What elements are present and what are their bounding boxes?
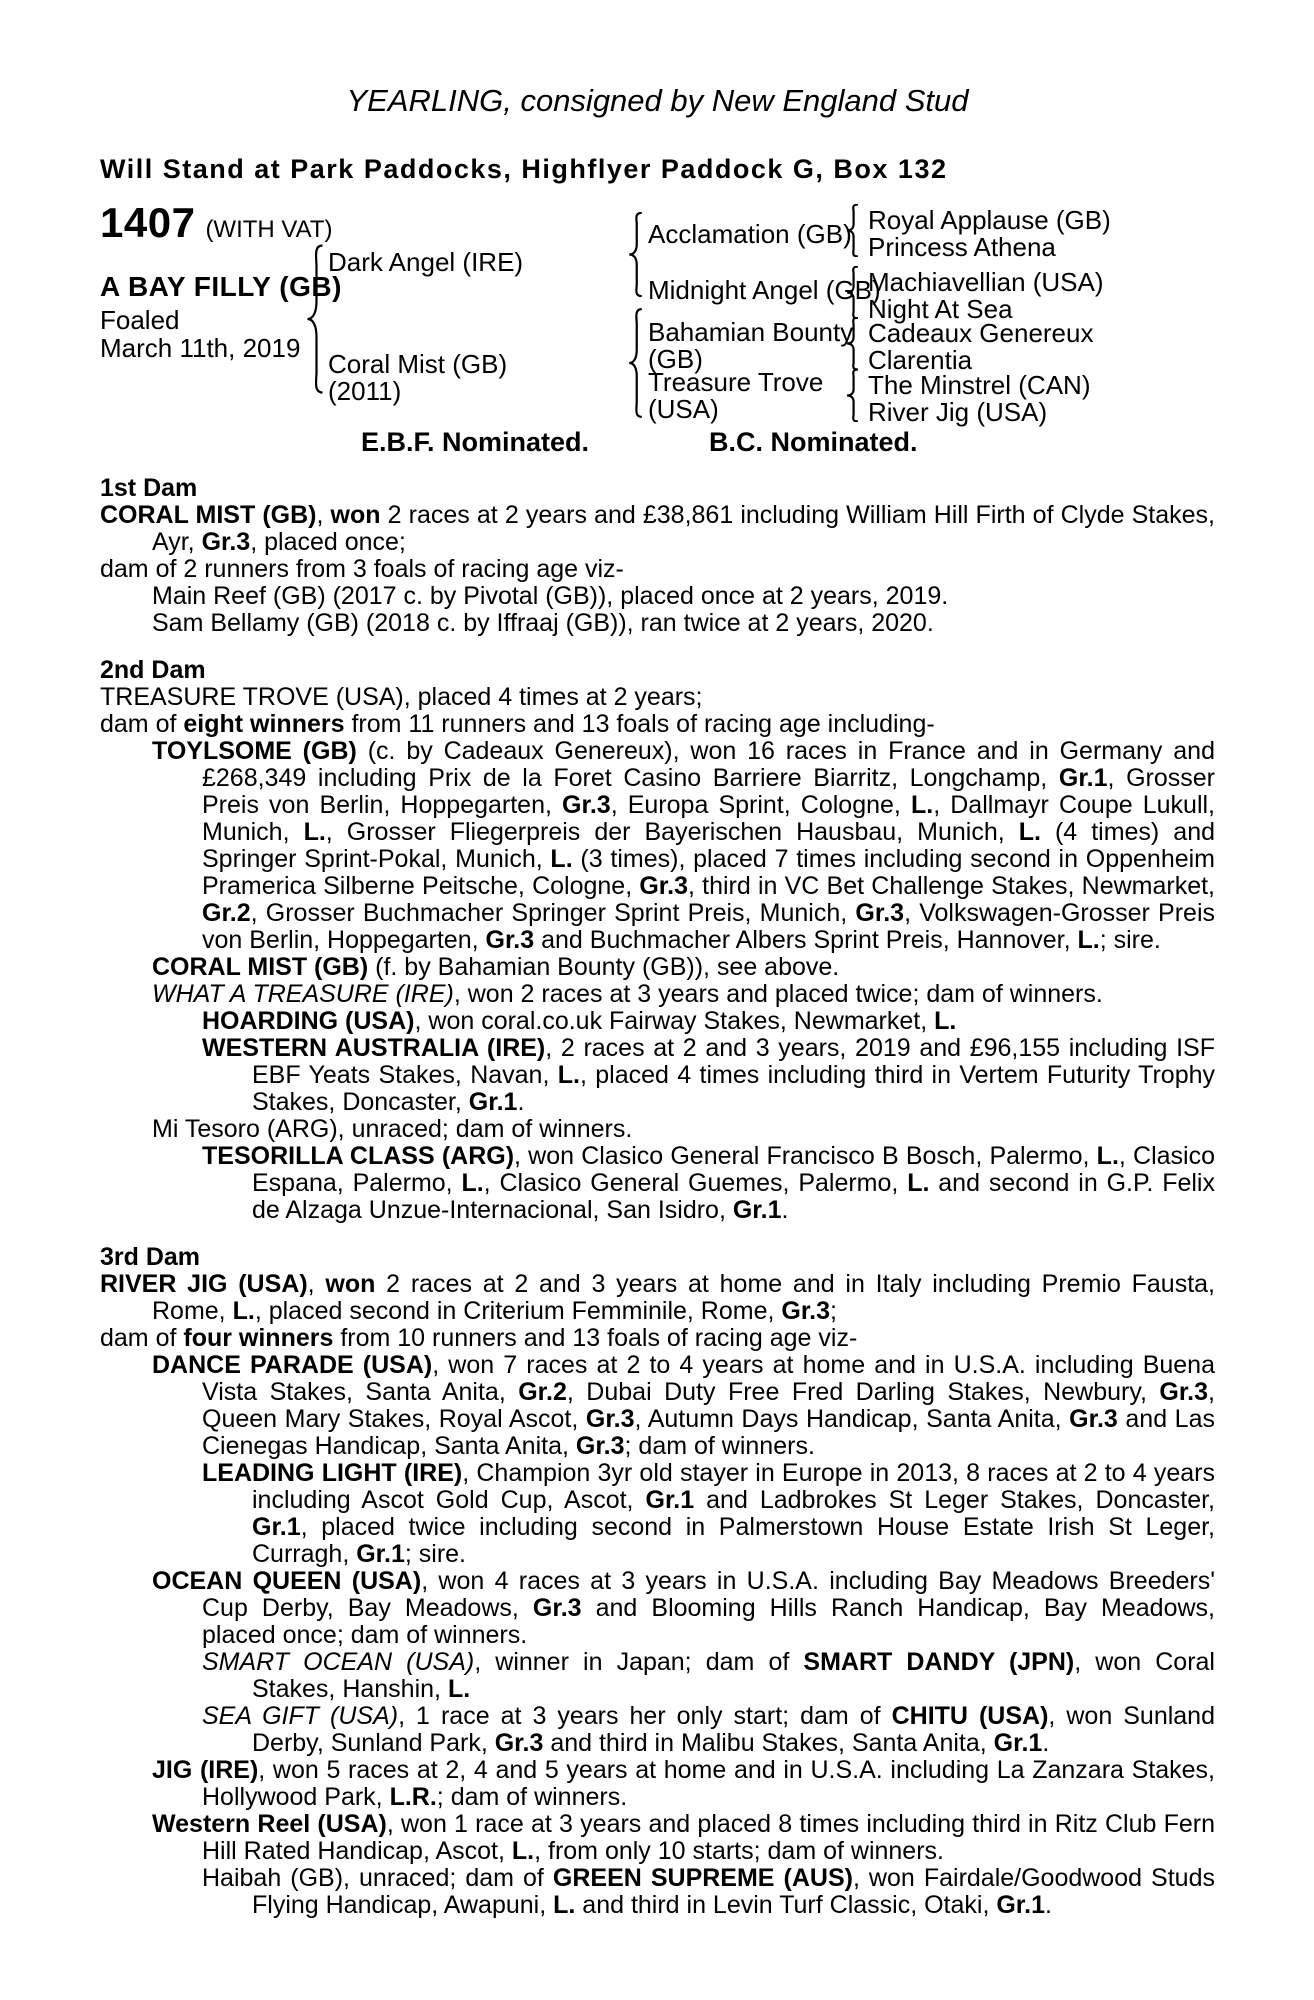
pedigree-dam-name: Coral Mist (GB) bbox=[328, 349, 508, 379]
pedigree-gg-brace-icon bbox=[846, 317, 859, 370]
text-segment: L.R. bbox=[389, 1783, 437, 1811]
text-segment: , won coral.co.uk Fairway Stakes, Newmarket, bbox=[414, 1007, 935, 1035]
dam-section bbox=[100, 657, 1215, 1224]
pedigree-name-line: Midnight Angel (GB) bbox=[648, 275, 881, 305]
pedigree-paragraph bbox=[100, 1008, 1215, 1035]
pedigree-sire-name: Dark Angel (IRE) bbox=[328, 247, 524, 277]
text-segment: and third in Levin Turf Classic, Otaki, bbox=[575, 1891, 997, 1919]
text-segment: CHITU (USA) bbox=[891, 1702, 1049, 1730]
pedigree-dam-year: (2011) bbox=[328, 376, 402, 406]
text-segment: and Ladbrokes St Leger Stakes, Doncaster, bbox=[694, 1486, 1216, 1514]
text-segment: , Dallmayr Coupe Lukull, Munich, bbox=[202, 791, 1216, 846]
pedigree-sire-brace-icon bbox=[628, 212, 643, 297]
text-segment: ; dam of winners. bbox=[436, 1783, 628, 1811]
text-segment: , won 2 races at 3 years and placed twice; dam of winners. bbox=[453, 980, 1103, 1008]
text-segment: CORAL MIST (GB) bbox=[152, 953, 369, 981]
text-segment: , won 4 races at 3 years in U.S.A. including Bay Meadows Breeders' Cup Derby, Bay Meadows, bbox=[202, 1567, 1216, 1622]
text-segment: Gr.1 bbox=[732, 1196, 782, 1224]
pedigree-paragraph bbox=[100, 1035, 1215, 1116]
pedigree-paragraph bbox=[100, 556, 1215, 583]
text-segment: and third in Malibu Stakes, Santa Anita, bbox=[543, 1729, 994, 1757]
text-segment: L. bbox=[447, 1675, 471, 1703]
text-segment: L. bbox=[461, 1169, 484, 1197]
text-segment: L. bbox=[907, 1169, 930, 1197]
text-segment: Sam Bellamy (GB) (2018 c. by Iffraaj (GB)), ran twice at 2 years, 2020. bbox=[152, 609, 934, 637]
lot-vat-note: (WITH VAT) bbox=[205, 216, 333, 243]
pedigree-gg-name: Cadeaux Genereux bbox=[868, 318, 1094, 348]
text-segment: dam of 2 runners from 3 foals of racing age viz- bbox=[100, 555, 624, 583]
dam-section bbox=[100, 475, 1215, 637]
text-segment: JIG (IRE) bbox=[152, 1756, 259, 1784]
pedigree-paragraph bbox=[100, 1460, 1215, 1568]
horse-description: A BAY FILLY (GB) bbox=[100, 271, 342, 302]
bc-nominated-note: B.C. Nominated. bbox=[709, 427, 918, 457]
text-segment: , Dubai Duty Free Fred Darling Stakes, Newbury, bbox=[566, 1378, 1160, 1406]
text-segment: Gr.1 bbox=[1058, 764, 1108, 792]
text-segment: , placed twice including second in Palmerstown House Estate Irish St Leger, Curragh, bbox=[252, 1513, 1215, 1568]
text-segment: . bbox=[781, 1196, 789, 1224]
pedigree-paragraph bbox=[100, 738, 1215, 954]
lot-header bbox=[100, 199, 333, 246]
dam-section bbox=[100, 1244, 1215, 1919]
text-segment: Gr.1 bbox=[356, 1540, 405, 1568]
text-segment: WHAT A TREASURE (IRE) bbox=[152, 980, 454, 1008]
text-segment: L. bbox=[1096, 1142, 1119, 1170]
text-segment: , Grosser Fliegerpreis der Bayerischen Hausbau, Munich, bbox=[325, 818, 1019, 846]
text-segment: Gr.2 bbox=[518, 1378, 567, 1406]
pedigree-paragraph bbox=[100, 1352, 1215, 1460]
pedigree-gg-name: The Minstrel (CAN) bbox=[868, 370, 1091, 400]
text-segment: , 1 race at 3 years her only start; dam of bbox=[398, 1702, 892, 1730]
pedigree-gg-name: Clarentia bbox=[868, 345, 973, 375]
text-segment: L. bbox=[934, 1007, 957, 1035]
dam-section-heading: 1st Dam bbox=[100, 474, 198, 502]
text-segment: L. bbox=[303, 818, 326, 846]
dam-section-heading: 3rd Dam bbox=[100, 1243, 201, 1271]
text-segment: Gr.3 bbox=[1069, 1405, 1118, 1433]
text-segment: TESORILLA CLASS (ARG) bbox=[202, 1142, 515, 1170]
text-segment: Gr.3 bbox=[781, 1297, 831, 1325]
text-segment: ; sire. bbox=[404, 1540, 466, 1568]
pedigree-paragraph bbox=[100, 1568, 1215, 1649]
text-segment: Gr.3 bbox=[562, 791, 611, 819]
text-segment: Gr.1 bbox=[993, 1729, 1043, 1757]
text-segment: , 2 races at 2 and 3 years, 2019 and £96,155 including ISF EBF Yeats Stakes, Navan, bbox=[252, 1034, 1215, 1089]
text-segment: , placed second in Criterium Femminile, Rome, bbox=[254, 1297, 782, 1325]
text-segment: from 11 runners and 13 foals of racing age including- bbox=[344, 710, 935, 738]
text-segment: eight winners bbox=[183, 710, 345, 738]
pedigree-paragraph bbox=[100, 1757, 1215, 1811]
text-segment: Gr.3 bbox=[585, 1405, 635, 1433]
text-segment: , Europa Sprint, Cologne, bbox=[610, 791, 911, 819]
text-segment: , won Sunland Derby, Sunland Park, bbox=[252, 1702, 1215, 1757]
pedigree-paragraph bbox=[100, 1865, 1215, 1919]
text-segment: Gr.3 bbox=[639, 872, 688, 900]
text-segment: Gr.3 bbox=[575, 1432, 625, 1460]
text-segment: , Queen Mary Stakes, Royal Ascot, bbox=[202, 1378, 1215, 1433]
text-segment: , placed once; bbox=[250, 528, 406, 556]
text-segment: , won Clasico General Francisco B Bosch, Palermo, bbox=[514, 1142, 1097, 1170]
text-segment: Gr.1 bbox=[645, 1486, 695, 1514]
pedigree-gg-name: Machiavellian (USA) bbox=[868, 267, 1104, 297]
text-segment: ; sire. bbox=[1099, 926, 1161, 954]
pedigree-paragraph bbox=[100, 583, 1215, 610]
text-segment: and Buchmacher Albers Sprint Preis, Hannover, bbox=[534, 926, 1078, 954]
pedigree-name-line: Acclamation (GB) bbox=[648, 219, 852, 249]
pedigree-gg-brace-icon bbox=[846, 204, 859, 257]
text-segment: OCEAN QUEEN (USA) bbox=[152, 1567, 422, 1595]
pedigree-name-line: Bahamian Bounty bbox=[648, 317, 854, 347]
pedigree-paragraph bbox=[100, 684, 1215, 711]
pedigree-paragraph bbox=[100, 1116, 1215, 1143]
pedigree-gg-name: River Jig (USA) bbox=[868, 397, 1048, 427]
text-segment: , winner in Japan; dam of bbox=[474, 1648, 804, 1676]
text-segment: (f. by Bahamian Bounty (GB)), see above. bbox=[368, 953, 840, 981]
pedigree-paragraph bbox=[100, 610, 1215, 637]
text-segment: 2 races at 2 years and £38,861 including William Hill Firth of Clyde Stakes, Ayr, bbox=[152, 501, 1215, 556]
text-segment: . bbox=[1045, 1891, 1052, 1919]
text-segment: Western Reel (USA) bbox=[152, 1810, 387, 1838]
text-segment: L. bbox=[910, 791, 934, 819]
dam-section-heading: 2nd Dam bbox=[100, 656, 206, 684]
text-segment: L. bbox=[511, 1837, 535, 1865]
pedigree-gg-name: Royal Applause (GB) bbox=[868, 205, 1111, 235]
text-segment: Gr.1 bbox=[996, 1891, 1046, 1919]
pedigree-paragraph bbox=[100, 502, 1215, 556]
text-segment: WESTERN AUSTRALIA (IRE) bbox=[202, 1034, 546, 1062]
text-segment: Gr.3 bbox=[532, 1594, 582, 1622]
text-segment: , Volkswagen-Grosser Preis von Berlin, Hoppegarten, bbox=[202, 899, 1215, 954]
pedigree-name-line: (GB) bbox=[648, 344, 703, 374]
consignment-title: YEARLING, consigned by New England Stud bbox=[346, 83, 969, 118]
text-segment: . bbox=[517, 1088, 525, 1116]
text-segment: , Grosser Preis von Berlin, Hoppegarten, bbox=[202, 764, 1215, 819]
text-segment: RIVER JIG (USA) bbox=[100, 1270, 308, 1298]
text-segment: won bbox=[325, 1270, 376, 1298]
foaled-date: March 11th, 2019 bbox=[100, 333, 301, 363]
text-segment: dam of bbox=[100, 710, 184, 738]
pedigree-paragraph bbox=[100, 1649, 1215, 1703]
pedigree-dam-dam bbox=[648, 369, 823, 423]
text-segment: , won Fairdale/Goodwood Studs Flying Handicap, Awapuni, bbox=[252, 1864, 1215, 1919]
pedigree-gg-brace-icon bbox=[846, 266, 859, 319]
text-segment: L. bbox=[557, 1061, 580, 1089]
pedigree-paragraph bbox=[100, 1325, 1215, 1352]
text-segment: Gr.2 bbox=[202, 899, 251, 927]
pedigree-block bbox=[100, 199, 1215, 475]
text-segment: Gr.1 bbox=[468, 1088, 518, 1116]
text-segment: Gr.3 bbox=[494, 1729, 544, 1757]
text-segment: L. bbox=[1018, 818, 1041, 846]
lot-number: 1407 bbox=[100, 199, 196, 246]
pedigree-paragraph bbox=[100, 1271, 1215, 1325]
text-segment: ; dam of winners. bbox=[624, 1432, 815, 1460]
stand-location: Will Stand at Park Paddocks, Highflyer Paddock G, Box 132 bbox=[100, 154, 948, 184]
text-segment: , Autumn Days Handicap, Santa Anita, bbox=[634, 1405, 1070, 1433]
text-segment: , Clasico General Guemes, Palermo, bbox=[483, 1169, 908, 1197]
text-segment: , won 5 races at 2, 4 and 5 years at home and in U.S.A. including La Zanzara Stakes, Hollywood Park, bbox=[202, 1756, 1215, 1811]
text-segment: and second in G.P. Felix de Alzaga Unzue-Internacional, San Isidro, bbox=[252, 1169, 1215, 1224]
pedigree-paragraph bbox=[100, 981, 1215, 1008]
text-segment: (3 times), placed 7 times including second in Oppenheim Pramerica Silberne Peitsche, Cologne, bbox=[202, 845, 1215, 900]
text-segment: (c. by Cadeaux Genereux), won 16 races in France and in Germany and £268,349 including Prix de la Foret Casino Barriere Biarritz, Longchamp, bbox=[202, 737, 1215, 792]
text-segment: , Clasico Espana, Palermo, bbox=[252, 1142, 1215, 1197]
text-segment: CORAL MIST (GB) bbox=[100, 501, 317, 529]
pedigree-paragraph bbox=[100, 954, 1215, 981]
text-segment: TOYLSOME (GB) bbox=[152, 737, 357, 765]
text-segment: SMART OCEAN (USA) bbox=[202, 1648, 475, 1676]
text-segment: , won Coral Stakes, Hanshin, bbox=[252, 1648, 1215, 1703]
text-segment: Gr.3 bbox=[201, 528, 251, 556]
pedigree-main-brace-icon bbox=[306, 244, 324, 394]
text-segment: Main Reef (GB) (2017 c. by Pivotal (GB)), placed once at 2 years, 2019. bbox=[152, 582, 949, 610]
pedigree-paragraph bbox=[100, 1811, 1215, 1865]
text-segment: won bbox=[330, 501, 381, 529]
text-segment: , won 7 races at 2 to 4 years at home and in U.S.A. including Buena Vista Stakes, Santa Anita, bbox=[202, 1351, 1215, 1406]
text-segment: , bbox=[316, 501, 331, 529]
pedigree-name-line: (USA) bbox=[648, 394, 719, 424]
text-segment: Haibah (GB), unraced; dam of bbox=[202, 1864, 553, 1892]
text-segment: (4 times) and Springer Sprint-Pokal, Munich, bbox=[202, 818, 1215, 873]
text-segment: . bbox=[1042, 1729, 1050, 1757]
dam-sections bbox=[100, 475, 1215, 1919]
text-segment: 2 races at 2 and 3 years at home and in Italy including Premio Fausta, Rome, bbox=[152, 1270, 1216, 1325]
text-segment: , won 1 race at 3 years and placed 8 times including third in Ritz Club Fern Hill Rated Handicap, Ascot, bbox=[202, 1810, 1215, 1865]
pedigree-paragraph bbox=[100, 711, 1215, 738]
text-segment: L. bbox=[550, 845, 573, 873]
foaled-label: Foaled bbox=[100, 305, 180, 335]
text-segment: dam of bbox=[100, 1324, 184, 1352]
text-segment: , bbox=[307, 1270, 326, 1298]
text-segment: SMART DANDY (JPN) bbox=[803, 1648, 1075, 1676]
text-segment: HOARDING (USA) bbox=[202, 1007, 415, 1035]
pedigree-paragraph bbox=[100, 1703, 1215, 1757]
text-segment: , third in VC Bet Challenge Stakes, Newmarket, bbox=[688, 872, 1216, 900]
pedigree-name-line: Treasure Trove bbox=[648, 367, 824, 397]
text-segment: TREASURE TROVE (USA), placed 4 times at 2 years; bbox=[100, 683, 703, 711]
text-segment: from 10 runners and 13 foals of racing age viz- bbox=[333, 1324, 858, 1352]
text-segment: , placed 4 times including third in Vertem Futurity Trophy Stakes, Doncaster, bbox=[252, 1061, 1216, 1116]
text-segment: L. bbox=[1077, 926, 1100, 954]
text-segment: L. bbox=[553, 1891, 576, 1919]
text-segment: Gr.3 bbox=[485, 926, 535, 954]
text-segment: four winners bbox=[183, 1324, 334, 1352]
text-segment: LEADING LIGHT (IRE) bbox=[202, 1459, 463, 1487]
text-segment: L. bbox=[232, 1297, 255, 1325]
text-segment: , Champion 3yr old stayer in Europe in 2013, 8 races at 2 to 4 years including Ascot Gold Cup, Ascot, bbox=[252, 1459, 1215, 1514]
text-segment: SEA GIFT (USA) bbox=[202, 1702, 399, 1730]
text-segment: , from only 10 starts; dam of winners. bbox=[534, 1837, 944, 1865]
text-segment: Gr.3 bbox=[855, 899, 905, 927]
pedigree-gg-name: Princess Athena bbox=[868, 232, 1056, 262]
text-segment: and Las Cienegas Handicap, Santa Anita, bbox=[202, 1405, 1215, 1460]
text-segment: , Grosser Buchmacher Springer Sprint Preis, Munich, bbox=[250, 899, 856, 927]
pedigree-paragraph bbox=[100, 1143, 1215, 1224]
text-segment: DANCE PARADE (USA) bbox=[152, 1351, 433, 1379]
pedigree-dam-brace-icon bbox=[628, 308, 643, 418]
pedigree-gg-brace-icon bbox=[846, 369, 859, 422]
pedigree-gg-name: Night At Sea bbox=[868, 294, 1013, 324]
pedigree-dam-sire bbox=[648, 319, 853, 373]
text-segment: Gr.3 bbox=[1159, 1378, 1209, 1406]
text-segment: and Blooming Hills Ranch Handicap, Bay Meadows, placed once; dam of winners. bbox=[202, 1594, 1215, 1649]
text-segment: Gr.1 bbox=[252, 1513, 301, 1541]
pedigree-sire-sire bbox=[648, 221, 852, 248]
ebf-nominated-note: E.B.F. Nominated. bbox=[361, 427, 590, 457]
text-segment: ; bbox=[830, 1297, 837, 1325]
text-segment: GREEN SUPREME (AUS) bbox=[552, 1864, 853, 1892]
text-segment: Mi Tesoro (ARG), unraced; dam of winners. bbox=[152, 1115, 633, 1143]
